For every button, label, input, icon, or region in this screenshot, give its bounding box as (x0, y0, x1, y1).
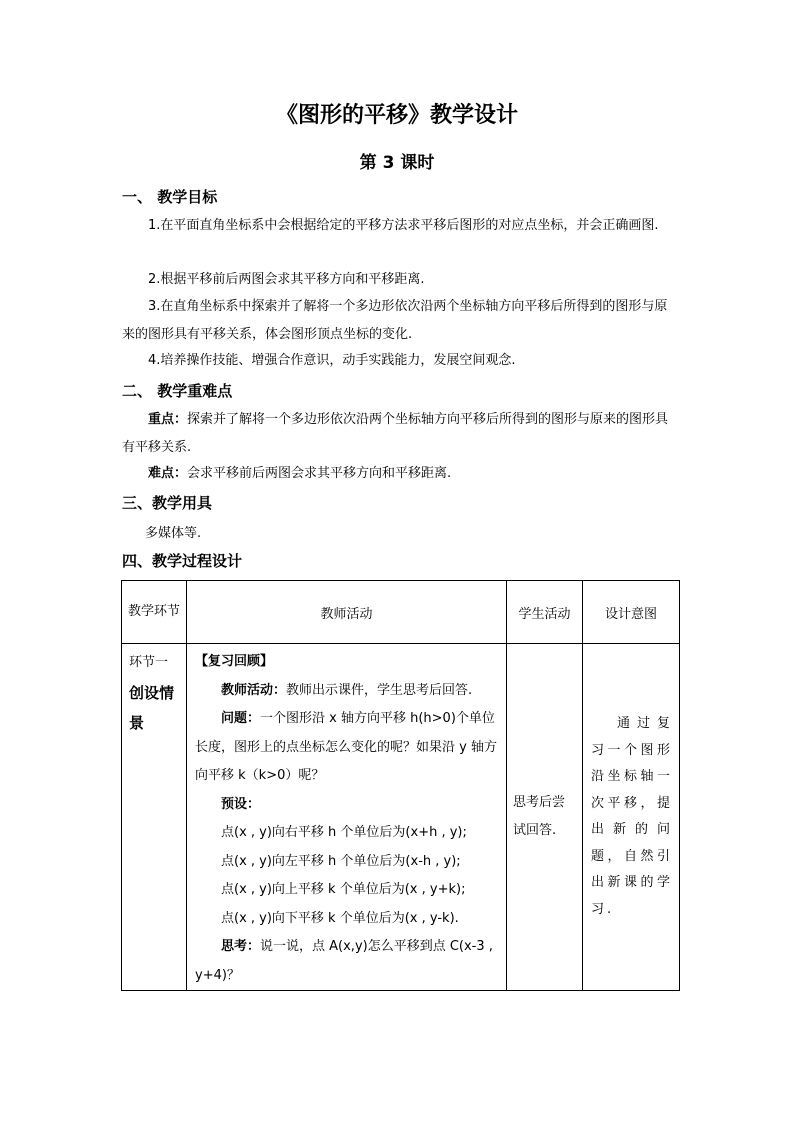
teaching-process-table (121, 580, 680, 991)
section-heading-goals: 一、 教学目标 (122, 188, 218, 206)
think-label: 思考： (221, 939, 261, 954)
focus-text: 探索并了解将一个多边形依次沿两个坐标轴方向平移后所得到的图形与原来的图形具有平移关系. (122, 412, 669, 455)
teacher-activity-line (195, 677, 498, 706)
focus-paragraph (122, 406, 672, 462)
lesson-subtitle: 第 3 课时 (359, 153, 435, 173)
difficulty-text: 会求平移前后两图会求其平移方向和平移距离. (187, 466, 452, 481)
question-text: 一个图形沿 x 轴方向平移 h(h>0)个单位长度，图形上的点坐标怎么变化的呢？如果沿 y 轴方向平移 k（k>0）呢？ (195, 711, 497, 783)
question-paragraph (195, 705, 498, 791)
student-activity-cell: 思考后尝试回答. (507, 644, 583, 991)
stage-name: 创设情景 (129, 684, 175, 732)
preset-line-1: 点(x , y)向右平移 h 个单位后为(x+h , y); (221, 825, 467, 840)
think-text: 说一说，点 A(x,y)怎么平移到点 C(x-3 , y+4)？ (195, 939, 493, 983)
preset-line-4: 点(x , y)向下平移 k 个单位后为(x , y-k). (221, 910, 459, 926)
design-intent-cell (583, 644, 680, 991)
review-heading: 【复习回顾】 (195, 654, 274, 669)
document-title: 《图形的平移》教学设计 (275, 103, 518, 128)
preset-label: 预设： (221, 796, 261, 812)
focus-label: 重点： (148, 412, 188, 427)
teacher-activity-cell (187, 644, 507, 991)
teacher-activity-text: 教师出示课件，学生思考后回答. (286, 682, 473, 698)
goal-item-4: 4.培养操作技能、增强合作意识，动手实践能力，发展空间观念. (148, 353, 516, 368)
tools-text: 多媒体等. (145, 526, 202, 541)
header-intent: 设计意图 (583, 581, 680, 644)
goal-item-2: 2.根据平移前后两图会求其平移方向和平移距离. (148, 272, 425, 287)
header-stage: 教学环节 (122, 581, 187, 644)
table-header-row (122, 581, 680, 644)
preset-line-2: 点(x , y)向左平移 h 个单位后为(x-h , y); (221, 853, 461, 869)
difficulty-paragraph (122, 460, 672, 488)
section-heading-tools: 三、教学用具 (122, 494, 213, 512)
preset-line-3: 点(x , y)向上平移 k 个单位后为(x , y+k); (221, 882, 466, 897)
teacher-activity-label: 教师活动： (221, 682, 287, 698)
question-label: 问题： (221, 711, 261, 726)
stage-number: 环节一 (129, 655, 169, 670)
header-student: 学生活动 (507, 581, 583, 644)
think-paragraph (195, 933, 498, 990)
section-heading-process: 四、教学过程设计 (122, 552, 243, 570)
section-heading-keypoints: 二、 教学重难点 (122, 382, 233, 400)
design-intent-text: 通过复习一个图形沿坐标轴一次平移，提出新的问题，自然引出新课的学习. (591, 716, 673, 917)
stage-cell (122, 644, 187, 991)
goal-item-3: 3.在直角坐标系中探索并了解将一个多边形依次沿两个坐标轴方向平移后所得到的图形与原来的图形具有平移关系，体会图形顶点坐标的变化. (122, 299, 668, 342)
goal-item-1: 1.在平面直角坐标系中会根据给定的平移方法求平移后图形的对应点坐标，并会正确画图. (148, 218, 659, 233)
header-teacher: 教师活动 (187, 581, 507, 644)
difficulty-label: 难点： (148, 466, 188, 481)
table-row (122, 644, 680, 991)
